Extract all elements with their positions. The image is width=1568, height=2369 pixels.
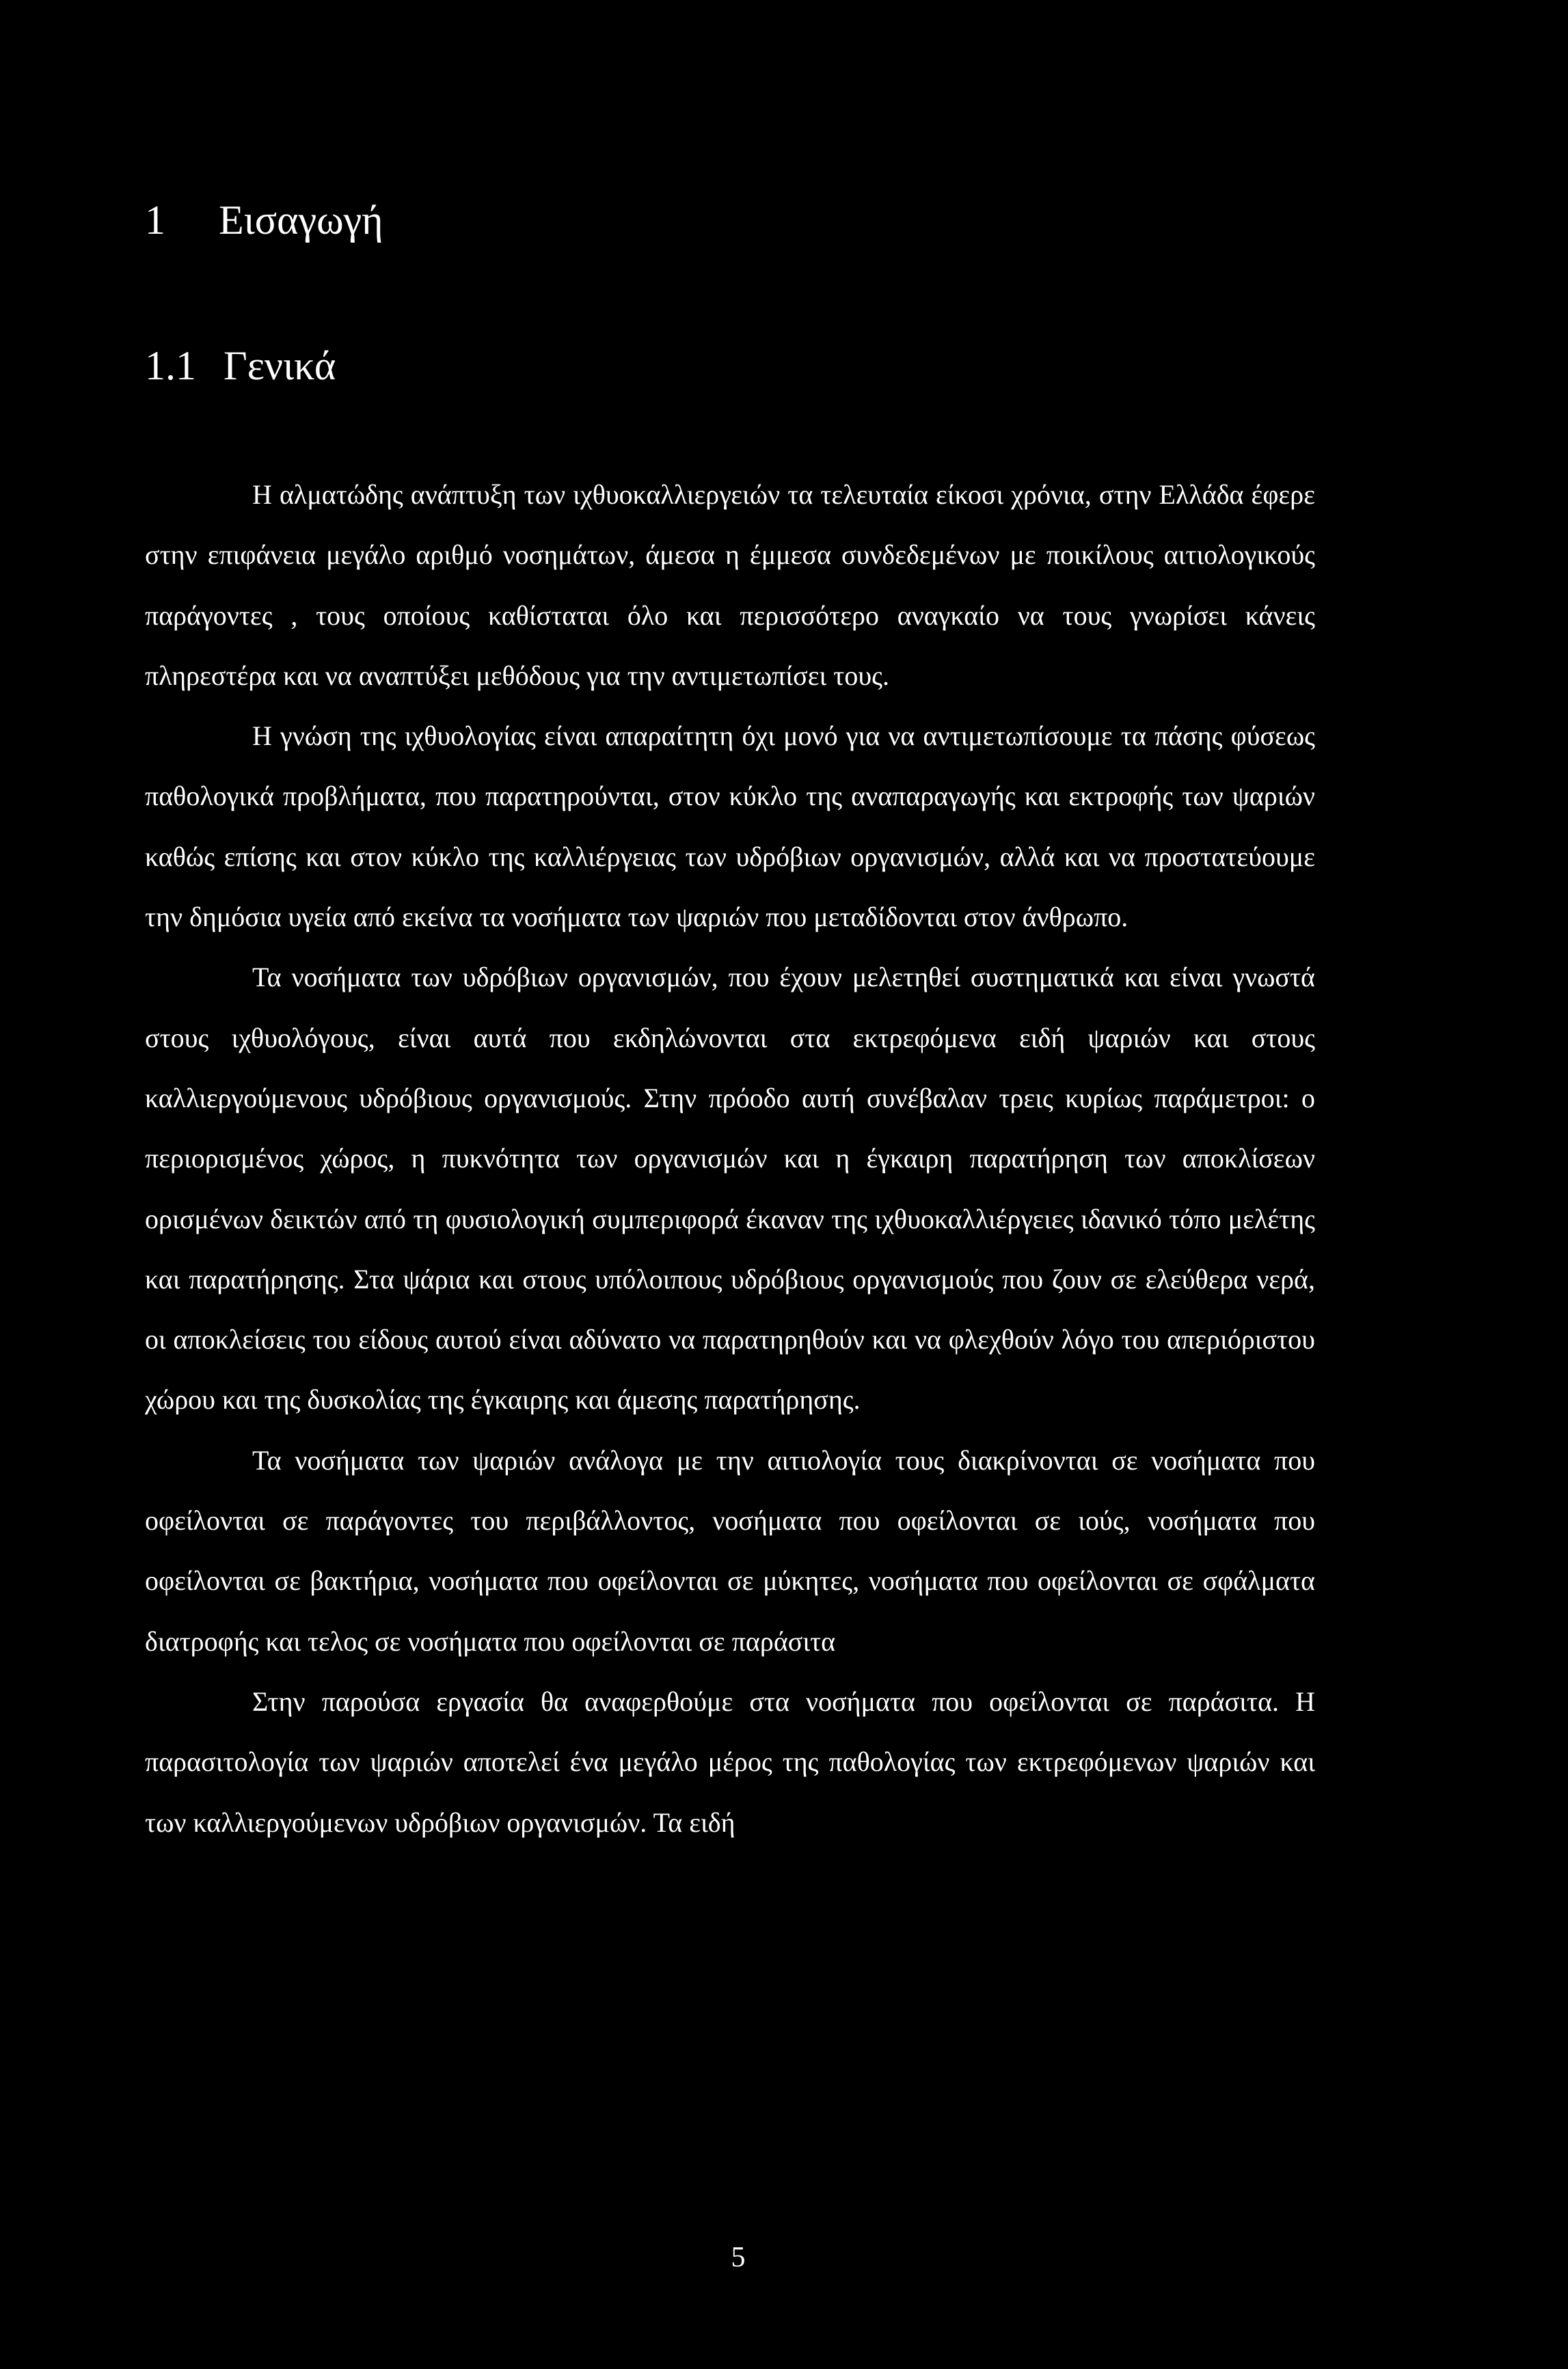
section-title: Γενικά [224, 343, 336, 388]
section-number: 1.1 [145, 343, 196, 388]
paragraph: Τα νοσήματα των ψαριών ανάλογα με την αιτιολογία τους διακρίνονται σε νοσήματα που οφείλονται σε παράγοντες του περιβάλλοντος, νοσήματα που οφείλονται σε ιούς, νοσήματα που οφείλονται σε βακτήρια, νοσήματα που οφείλονται σε μύκητες, νοσήματα που οφείλονται σε σφάλματα διατροφής και τελος σε νοσήματα που οφείλονται σε παράσιτα [145, 1444, 1315, 1657]
chapter-number: 1 [145, 198, 165, 243]
paragraph: Η αλματώδης ανάπτυξη των ιχθυοκαλλιεργειών τα τελευταία είκοσι χρόνια, στην Ελλάδα έφερε στην επιφάνεια μεγάλο αριθμό νοσημάτων, άμεσα η έμμεσα συνδεδεμένων με ποικίλους αιτιολογικούς παράγοντες , τους οποίους καθίσταται όλο και περισσότερο αναγκαίο να τους γνωρίσει κάνεις πληρεστέρα και να αναπτύξει μεθόδους για την αντιμετωπίσει τους. [145, 479, 1315, 691]
page-number: 5 [731, 2242, 746, 2273]
section-heading [145, 345, 336, 386]
paragraph: Η γνώση της ιχθυολογίας είναι απαραίτητη όχι μονό για να αντιμετωπίσουμε τα πάσης φύσεως παθολογικά προβλήματα, που παρατηρούνται, στον κύκλο της αναπαραγωγής και εκτροφής των ψαριών καθώς επίσης και στον κύκλο της καλλιέργειας των υδρόβιων οργανισμών, αλλά και να προστατεύουμε την δημόσια υγεία από εκείνα τα νοσήματα των ψαριών που μεταδίδονται στον άνθρωπο. [145, 720, 1315, 933]
paragraph: Στην παρούσα εργασία θα αναφερθούμε στα νοσήματα που οφείλονται σε παράσιτα. Η παρασιτολογία των ψαριών αποτελεί ένα μεγάλο μέρος της παθολογίας των εκτρεφόμενων ψαριών και των καλλιεργούμενων υδρόβιων οργανισμών. Τα ειδή [145, 1686, 1315, 1838]
body-text [145, 465, 1315, 1853]
paragraph: Τα νοσήματα των υδρόβιων οργανισμών, που έχουν μελετηθεί συστηματικά και είναι γνωστά στους ιχθυολόγους, είναι αυτά που εκδηλώνονται στα εκτρεφόμενα ειδή ψαριών και στους καλλιεργούμενους υδρόβιους οργανισμούς. Στην πρόοδο αυτή συνέβαλαν τρεις κυρίως παράμετροι: ο περιορισμένος χώρος, η πυκνότητα των οργανισμών και η έγκαιρη παρατήρηση των αποκλίσεων ορισμένων δεικτών από τη φυσιολογική συμπεριφορά έκαναν της ιχθυοκαλλιέργειες ιδανικό τόπο μελέτης και παρατήρησης. Στα ψάρια και στους υπόλοιπους υδρόβιους οργανισμούς που ζουν σε ελεύθερα νερά, οι αποκλείσεις του είδους αυτού είναι αδύνατο να παρατηρηθούν και να φλεχθούν λόγο του απεριόριστου χώρου και της δυσκολίας της έγκαιρης και άμεσης παρατήρησης. [145, 962, 1315, 1416]
chapter-heading [145, 200, 383, 241]
chapter-title: Εισαγωγή [219, 198, 383, 243]
